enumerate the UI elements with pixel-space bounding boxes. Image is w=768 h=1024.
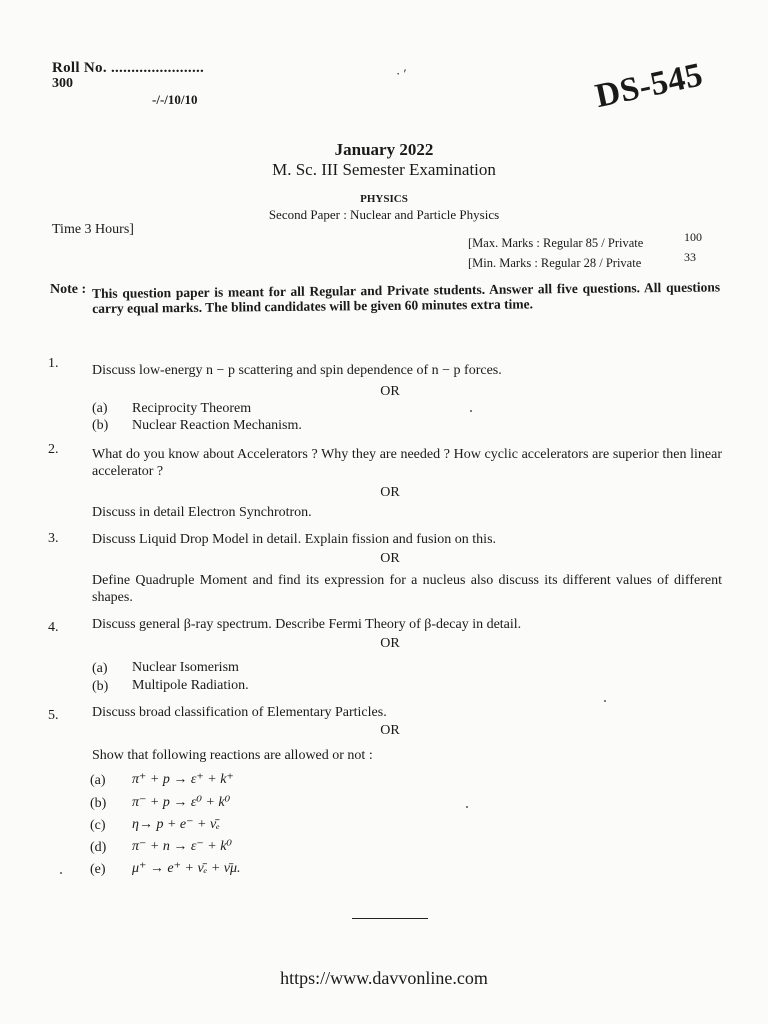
option-label: (a) <box>92 401 108 416</box>
min-marks-label: [Min. Marks : Regular 28 / Private <box>468 256 642 270</box>
reaction-equation: π⁻ + p → ε⁰ + k⁰ <box>132 795 231 810</box>
or-separator: OR <box>380 723 400 738</box>
question-number: 4. <box>48 620 59 635</box>
scan-speck <box>466 806 468 808</box>
scan-speck <box>470 410 472 412</box>
reaction-equation: η→ p + e⁻ + ν̄ₑ <box>132 817 220 832</box>
question-text: Discuss low-energy n − p scattering and spin dependence of n − p forces. <box>92 363 502 378</box>
paper-code: DS-545 <box>592 56 707 116</box>
question-number: 5. <box>48 708 59 723</box>
question-text: Discuss general β-ray spectrum. Describe Fermi Theory of β-decay in detail. <box>92 617 522 632</box>
max-marks-label: [Max. Marks : Regular 85 / Private <box>468 236 644 250</box>
time-allowed: Time 3 Hours] <box>52 222 134 237</box>
scan-mark: · ′ <box>396 66 407 81</box>
question-number: 1. <box>48 356 59 371</box>
question-alt-text: Define Quadruple Moment and find its expression for a nucleus also discuss its different values of different shapes. <box>92 573 722 605</box>
or-separator: OR <box>380 384 400 399</box>
reaction-label: (e) <box>90 862 106 877</box>
question-number: 2. <box>48 442 59 457</box>
max-marks-private: 100 <box>684 230 702 244</box>
reaction-equation: μ⁺ → e⁺ + ν̄ₑ + ν̄μ. <box>132 861 241 876</box>
reaction-equation: π⁻ + n → ε⁻ + k⁰ <box>132 839 233 854</box>
question-text: What do you know about Accelerators ? Why they are needed ? How cyclic accelerators are superior then linear accelerator ? <box>92 447 722 479</box>
note-text: This question paper is meant for all Regular and Private students. Answer all five questions. All questions carry equal marks. The blind candidates will be given 60 minutes extra time. <box>92 279 721 316</box>
question-text: Discuss Liquid Drop Model in detail. Explain fission and fusion on this. <box>92 532 497 547</box>
reaction-label: (a) <box>90 773 106 788</box>
scan-speck <box>60 872 62 874</box>
option-label: (a) <box>92 661 108 676</box>
or-separator: OR <box>380 485 400 500</box>
reaction-equation: π⁺ + p → ε⁺ + k⁺ <box>132 772 234 787</box>
print-code: -/-/10/10 <box>152 92 198 107</box>
min-marks-private: 33 <box>684 250 696 264</box>
option-text: Nuclear Reaction Mechanism. <box>132 418 302 433</box>
roll-number-field: Roll No. ....................... <box>52 60 205 76</box>
reaction-label: (b) <box>90 796 107 811</box>
option-label: (b) <box>92 679 109 694</box>
option-text: Nuclear Isomerism <box>132 660 239 675</box>
reaction-label: (d) <box>90 840 107 855</box>
option-text: Multipole Radiation. <box>132 678 249 693</box>
note-label: Note : <box>50 282 87 297</box>
exam-month: January 2022 <box>334 140 434 159</box>
min-marks <box>468 250 696 271</box>
end-rule <box>352 918 428 919</box>
question-number: 3. <box>48 531 59 546</box>
footer-url: https://www.davvonline.com <box>280 968 488 988</box>
scan-speck <box>604 700 606 702</box>
copy-count: 300 <box>52 76 73 91</box>
option-text: Reciprocity Theorem <box>132 401 252 416</box>
question-alt-text: Discuss in detail Electron Synchrotron. <box>92 505 312 520</box>
subject-title: PHYSICS <box>360 193 408 205</box>
exam-title: M. Sc. III Semester Examination <box>272 160 496 179</box>
paper-title: Second Paper : Nuclear and Particle Physics <box>268 207 500 222</box>
or-separator: OR <box>380 551 400 566</box>
reaction-label: (c) <box>90 818 106 833</box>
option-label: (b) <box>92 418 109 433</box>
max-marks <box>468 230 702 251</box>
question-text: Discuss broad classification of Elementary Particles. <box>92 705 387 720</box>
or-separator: OR <box>380 636 400 651</box>
question-alt-text: Show that following reactions are allowed or not : <box>92 748 373 763</box>
